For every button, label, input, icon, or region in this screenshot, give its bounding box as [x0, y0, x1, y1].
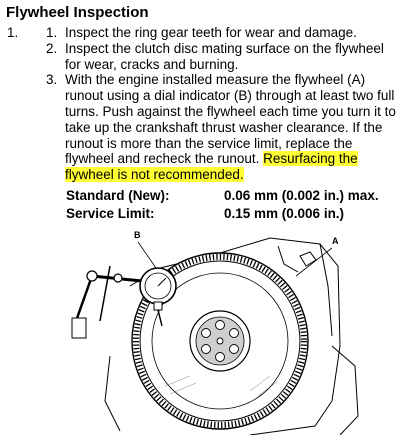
- step-number: 2.: [46, 40, 58, 56]
- step-text: With the engine installed measure the flywheel (A) runout using a dial indicator (B) through at least two full turns. Push against the flywheel each time you turn it to take up the crankshaft thrust washer clearance. If the runout is more than the service limit, replace the flywheel and recheck the runout.: [65, 72, 396, 167]
- spec-label-standard: Standard (New):: [66, 188, 170, 203]
- instruction-step: [46, 25, 402, 41]
- step-number: 1.: [46, 25, 58, 40]
- section-number: 1.: [7, 25, 19, 40]
- callout-a-label: A: [332, 236, 339, 246]
- callout-b: [134, 230, 156, 268]
- step-text: Inspect the clutch disc mating surface on the flywheel for wear, cracks and burning.: [65, 40, 384, 72]
- spec-label-service-limit: Service Limit:: [66, 206, 155, 221]
- callout-b-label: B: [134, 230, 141, 240]
- spec-row: [66, 205, 406, 223]
- page-title: Flywheel Inspection: [6, 4, 149, 21]
- spec-row: [66, 187, 406, 205]
- instruction-list: [46, 25, 402, 183]
- instruction-step: [46, 41, 402, 73]
- spec-value-standard: 0.06 mm (0.002 in.) max.: [224, 188, 379, 203]
- spec-value-service-limit: 0.15 mm (0.006 in.): [224, 206, 345, 221]
- flywheel-illustration: [70, 226, 370, 435]
- step-number: 3.: [46, 72, 58, 88]
- step-text: Inspect the ring gear teeth for wear and damage.: [65, 25, 357, 40]
- instruction-step: [46, 72, 402, 183]
- spec-table: [66, 187, 406, 223]
- highlighted-warning: Resurfacing the flywheel is not recommended.: [65, 151, 358, 183]
